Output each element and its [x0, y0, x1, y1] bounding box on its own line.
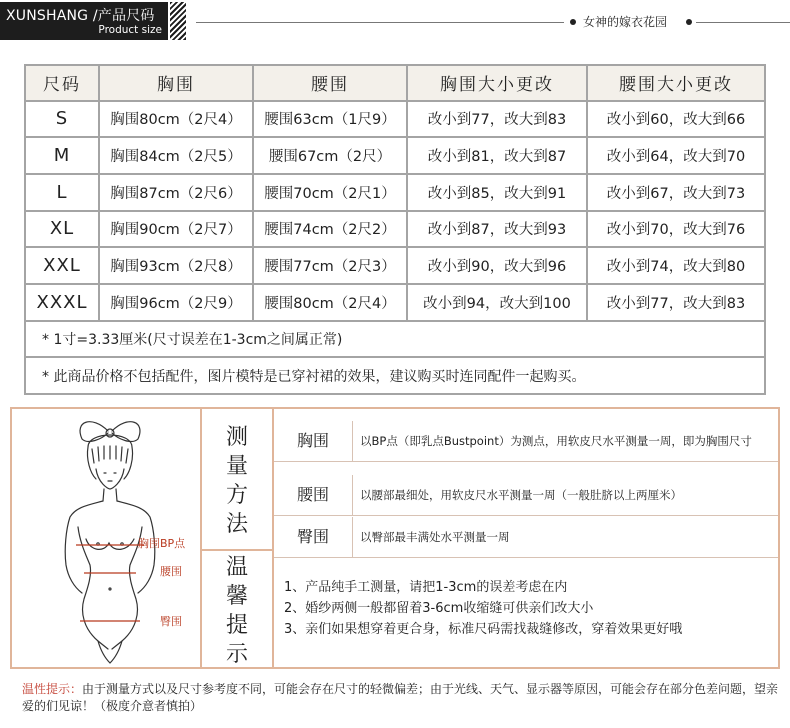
measure-row-hip [274, 517, 778, 558]
table-row [25, 137, 765, 174]
bust-alter-cell: 改小到85，改大到91 [407, 174, 587, 211]
header-divider-right [696, 22, 790, 23]
bust-alter-cell: 改小到90，改大到96 [407, 247, 587, 284]
list-item: 1、产品纯手工测量，请把1-3cm的误差考虑在内 [284, 580, 568, 595]
waist-cell: 腰围67cm（2尺） [253, 137, 407, 174]
waist-figure-label: 腰围 [160, 565, 182, 578]
tips-heading [202, 553, 272, 669]
bust-alter-cell: 改小到81，改大到87 [407, 137, 587, 174]
measurement-guide [10, 407, 780, 669]
tips-char: 提 [225, 613, 248, 638]
bust-alter-cell: 改小到77，改大到83 [407, 101, 587, 138]
column-header-waist: 腰围 [253, 65, 407, 101]
bullet-dot-right [686, 19, 692, 25]
size-cell: XL [25, 211, 99, 248]
waist-cell: 腰围80cm（2尺4） [253, 284, 407, 321]
waist-alter-cell: 改小到60，改大到66 [587, 101, 765, 138]
size-chart-table [24, 64, 766, 395]
warm-reminder [22, 681, 782, 715]
bust-alter-cell: 改小到94，改大到100 [407, 284, 587, 321]
header-divider-left [196, 22, 564, 23]
shop-name: 女神的嫁衣花园 [583, 15, 668, 29]
measure-row-bust [274, 421, 778, 462]
method-heading-cell [200, 409, 274, 551]
table-row [25, 211, 765, 248]
column-header-bust-alter: 胸围大小更改 [407, 65, 587, 101]
bust-alter-cell: 改小到87，改大到93 [407, 211, 587, 248]
bust-cell: 胸围87cm（2尺6） [99, 174, 253, 211]
measure-label: 腰围 [274, 475, 353, 515]
waist-alter-cell: 改小到74，改大到80 [587, 247, 765, 284]
method-char: 测 [225, 425, 248, 450]
brand-title: XUNSHANG /产品尺码 [6, 8, 155, 24]
measure-desc: 以BP点（即乳点Bustpoint）为测点，用软皮尺水平测量一周，即为胸围尺寸 [360, 434, 752, 448]
measure-label: 臀围 [274, 517, 353, 557]
column-header-waist-alter: 腰围大小更改 [587, 65, 765, 101]
brand-subtitle: Product size [98, 24, 162, 36]
size-cell: L [25, 174, 99, 211]
column-header-bust: 胸围 [99, 65, 253, 101]
tips-heading-cell [200, 551, 274, 667]
list-item: 2、婚纱两侧一般都留着3-6cm收缩缝可供亲们改大小 [284, 601, 594, 616]
method-char: 法 [225, 512, 248, 537]
page-header [0, 0, 790, 44]
waist-cell: 腰围63cm（1尺9） [253, 101, 407, 138]
method-char: 量 [225, 454, 248, 479]
decorative-stripes [170, 2, 186, 40]
table-row [25, 284, 765, 321]
table-row [25, 247, 765, 284]
tips-list [284, 577, 682, 640]
size-cell: M [25, 137, 99, 174]
bust-cell: 胸围80cm（2尺4） [99, 101, 253, 138]
tips-char: 温 [225, 555, 248, 580]
waist-alter-cell: 改小到77，改大到83 [587, 284, 765, 321]
method-char: 方 [225, 483, 248, 508]
size-cell: XXXL [25, 284, 99, 321]
table-note-row [25, 321, 765, 358]
waist-alter-cell: 改小到67，改大到73 [587, 174, 765, 211]
bust-bp-label: 胸围BP点 [138, 537, 186, 550]
tips-char: 馨 [225, 584, 248, 609]
hip-figure-label: 臀围 [160, 615, 182, 628]
tips-char: 示 [225, 642, 248, 667]
brand-banner [0, 2, 168, 40]
waist-cell: 腰围70cm（2尺1） [253, 174, 407, 211]
measure-label: 胸围 [274, 421, 353, 461]
bust-cell: 胸围93cm（2尺8） [99, 247, 253, 284]
size-cell: XXL [25, 247, 99, 284]
table-note-row [25, 357, 765, 394]
list-item: 3、亲们如果想穿着更合身，标准尺码需找裁缝修改，穿着效果更好哦 [284, 622, 683, 637]
method-heading [202, 423, 272, 539]
bust-cell: 胸围96cm（2尺9） [99, 284, 253, 321]
unit-conversion-note: * 1寸=3.33厘米(尺寸误差在1-3cm之间属正常) [25, 321, 765, 358]
table-row [25, 101, 765, 138]
waist-alter-cell: 改小到70，改大到76 [587, 211, 765, 248]
table-row [25, 174, 765, 211]
accessory-note: * 此商品价格不包括配件，图片模特是已穿衬裙的效果，建议购买时连同配件一起购买。 [25, 357, 765, 394]
bullet-dot-left [570, 19, 576, 25]
measure-row-waist [274, 475, 778, 516]
body-figure-illustration [12, 409, 200, 667]
waist-alter-cell: 改小到64，改大到70 [587, 137, 765, 174]
table-header-row [25, 65, 765, 101]
reminder-lead: 温性提示： [22, 682, 83, 696]
measure-desc: 以腰部最细处，用软皮尺水平测量一周（一般肚脐以上两厘米） [360, 488, 682, 502]
bust-cell: 胸围90cm（2尺7） [99, 211, 253, 248]
waist-cell: 腰围74cm（2尺2） [253, 211, 407, 248]
size-cell: S [25, 101, 99, 138]
waist-cell: 腰围77cm（2尺3） [253, 247, 407, 284]
measure-desc: 以臀部最丰满处水平测量一周 [360, 530, 510, 544]
column-header-size: 尺码 [25, 65, 99, 101]
bust-cell: 胸围84cm（2尺5） [99, 137, 253, 174]
reminder-text: 由于测量方式以及尺寸参考度不同，可能会存在尺寸的轻微偏差；由于光线、天气、显示器等原因，可能会存在部分色差问题，望亲爱的们见谅！（极度介意者慎拍） [22, 682, 779, 713]
